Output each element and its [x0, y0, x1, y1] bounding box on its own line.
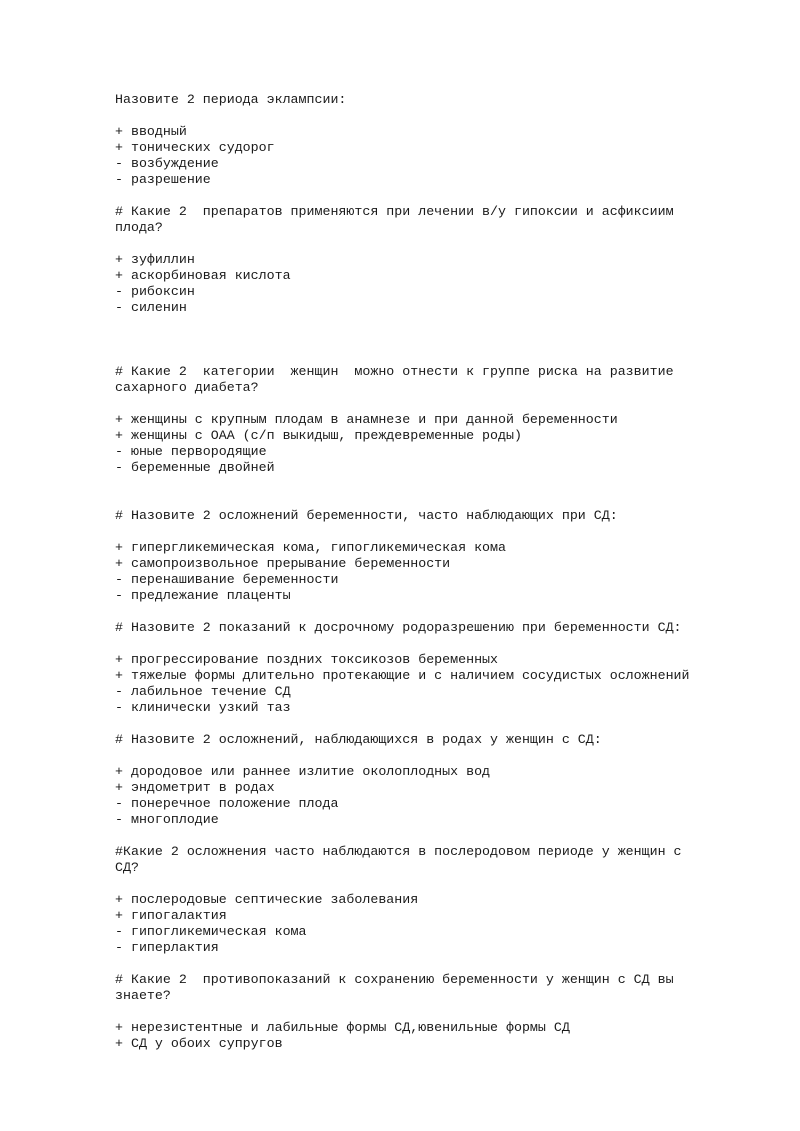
question-line: # Какие 2 противопоказаний к сохранению беременности у женщин с СД вы — [115, 972, 674, 987]
correct-answer-line: + вводный — [115, 124, 187, 139]
correct-answer-line: + женщины с ОАА (с/п выкидыш, преждевременные роды) — [115, 428, 522, 443]
wrong-answer-line: - силенин — [115, 300, 187, 315]
wrong-answer-line: - юные первородящие — [115, 444, 267, 459]
wrong-answer-line: - понеречное положение плода — [115, 796, 339, 811]
question-line: Назовите 2 периода эклампсии: — [115, 92, 347, 107]
question-line: #Какие 2 осложнения часто наблюдаются в послеродовом периоде у женщин с — [115, 844, 682, 859]
correct-answer-line: + СД у обоих супругов — [115, 1036, 283, 1051]
correct-answer-line: + дородовое или раннее излитие околоплодных вод — [115, 764, 491, 779]
wrong-answer-line: - предлежание плаценты — [115, 588, 291, 603]
correct-answer-line: + самопроизвольное прерывание беременности — [115, 556, 451, 571]
correct-answer-line: + зуфиллин — [115, 252, 195, 267]
question-line: # Назовите 2 осложнений беременности, часто наблюдающих при СД: — [115, 508, 618, 523]
question-line: # Назовите 2 показаний к досрочному родоразрешению при беременности СД: — [115, 620, 682, 635]
wrong-answer-line: - перенашивание беременности — [115, 572, 339, 587]
correct-answer-line: + гипергликемическая кома, гипогликемическая кома — [115, 540, 506, 555]
question-line: # Какие 2 препаратов применяются при лечении в/у гипоксии и асфиксиим — [115, 204, 674, 219]
correct-answer-line: + эндометрит в родах — [115, 780, 275, 795]
correct-answer-line: + послеродовые септические заболевания — [115, 892, 419, 907]
wrong-answer-line: - клинически узкий таз — [115, 700, 291, 715]
text-line: знаете? — [115, 988, 171, 1003]
wrong-answer-line: - беременные двойней — [115, 460, 275, 475]
text-line: плода? — [115, 220, 163, 235]
correct-answer-line: + тонических судорог — [115, 140, 275, 155]
correct-answer-line: + нерезистентные и лабильные формы СД,ювенильные формы СД — [115, 1020, 570, 1035]
wrong-answer-line: - возбуждение — [115, 156, 219, 171]
question-line: # Назовите 2 осложнений, наблюдающихся в родах у женщин с СД: — [115, 732, 602, 747]
wrong-answer-line: - лабильное течение СД — [115, 684, 291, 699]
wrong-answer-line: - многоплодие — [115, 812, 219, 827]
text-line: СД? — [115, 860, 139, 875]
correct-answer-line: + гипогалактия — [115, 908, 227, 923]
text-line: сахарного диабета? — [115, 380, 259, 395]
correct-answer-line: + тяжелые формы длительно протекающие и с наличием сосудистых осложнений — [115, 668, 690, 683]
correct-answer-line: + женщины с крупным плодам в анамнезе и при данной беременности — [115, 412, 618, 427]
correct-answer-line: + аскорбиновая кислота — [115, 268, 291, 283]
question-line: # Какие 2 категории женщин можно отнести к группе риска на развитие — [115, 364, 674, 379]
wrong-answer-line: - гипогликемическая кома — [115, 924, 307, 939]
wrong-answer-line: - рибоксин — [115, 284, 195, 299]
wrong-answer-line: - гиперлактия — [115, 940, 219, 955]
wrong-answer-line: - разрешение — [115, 172, 211, 187]
correct-answer-line: + прогрессирование поздних токсикозов беременных — [115, 652, 499, 667]
